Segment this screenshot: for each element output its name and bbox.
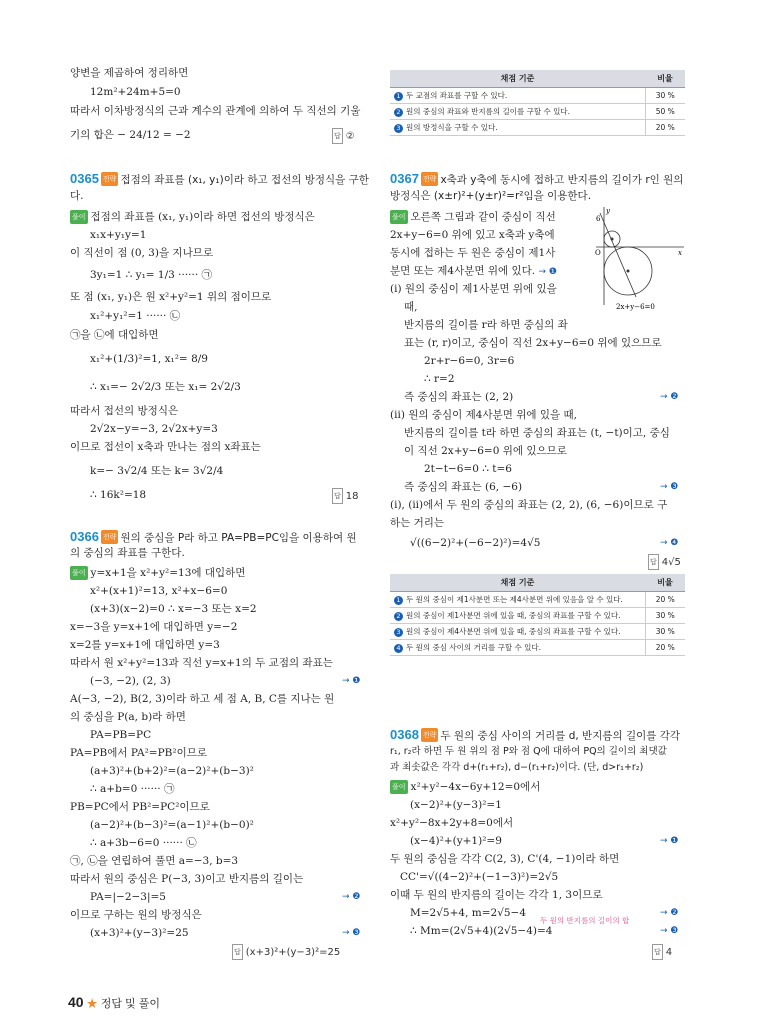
text-line: PA=PB에서 PA²=PB²이므로: [70, 747, 207, 759]
table-header: 비율: [645, 574, 685, 592]
step-marker: → ❷: [660, 908, 679, 918]
equation: x²+(x+1)²=13, x²+x−6=0: [90, 585, 228, 597]
origin-label: O: [595, 249, 601, 257]
text-line: 이므로 구하는 원의 방정식은: [70, 909, 202, 921]
text-line: 따라서 원 x²+y²=13과 직선 y=x+1의 두 교점의 좌표는: [70, 657, 333, 669]
equation: 12m²+24m+5=0: [90, 86, 181, 98]
step-marker: → ❹: [660, 538, 679, 548]
problem-header-0368: [390, 728, 680, 743]
strategy-tag: 전략: [421, 728, 439, 742]
center-point: [611, 238, 614, 241]
strategy-tag: 전략: [421, 172, 439, 186]
equation: CC'=√((4−2)²+(−1−3)²)=2√5: [400, 871, 559, 883]
table-header: 채점 기준: [390, 70, 645, 88]
text-line: 풀이 오른쪽 그림과 같이 중심이 직선: [392, 211, 556, 223]
strategy-tag: 전략: [101, 530, 119, 544]
grading-table-0367: [390, 574, 685, 656]
equation: x₁²+(1/3)²=1, x₁²= 8/9: [90, 353, 208, 365]
center-line: [600, 213, 636, 297]
step-marker: → ❸: [342, 928, 361, 938]
equation: ∴ a+b=0 ······ ㉠: [90, 783, 175, 795]
solution-tag: 풀이: [70, 566, 88, 580]
text-line: 이 직선 2x+y−6=0 위에 있으므로: [404, 445, 567, 457]
answer: 답 ②: [332, 128, 355, 144]
text-line: 이 직선이 점 (0, 3)을 지나므로: [70, 247, 214, 259]
answer-box-icon: 답: [648, 554, 659, 570]
equation: M=2√5+4, m=2√5−4: [410, 907, 527, 919]
step-marker: → ❷: [342, 892, 361, 902]
text-line: 하는 거리는: [390, 517, 445, 529]
equation: (a−2)²+(b−3)²=(a−1)²+(b−0)²: [90, 819, 254, 831]
answer: 답 18: [332, 488, 359, 504]
text-line: 풀이 접점의 좌표를 (x₁, y₁)이라 하면 접선의 방정식은: [72, 211, 315, 223]
text-line: 따라서 이차방정식의 근과 계수의 관계에 의하여 두 직선의 기울: [70, 105, 361, 117]
line-label: 2x+y−6=0: [616, 303, 655, 311]
text-line: 분면 또는 제4사분면 위에 있다. → ❶: [390, 265, 557, 277]
problem-header-0365: [70, 172, 369, 187]
center-point: [627, 270, 630, 273]
step-marker: → ❷: [660, 392, 679, 402]
text-line: 즉 중심의 좌표는 (2, 2): [404, 391, 514, 403]
equation: (x+3)(x−2)=0 ∴ x=−3 또는 x=2: [90, 603, 257, 615]
strategy-text: r₁, r₂라 하면 두 원 위의 점 P와 점 Q에 대하여 PQ의 길이의 최댓값: [390, 746, 667, 757]
equation: (x−4)²+(y+1)²=9: [410, 835, 502, 847]
solution-tag: 풀이: [390, 780, 408, 794]
strategy-text: 원의 중심을 P라 하고 PA=PB=PC임을 이용하여 원: [120, 532, 357, 544]
text-line: 따라서 원의 중심은 P(−3, 3)이고 반지름의 길이는: [70, 873, 304, 885]
answer: 답 4√5: [648, 554, 681, 570]
text-line: 의 중심을 P(a, b)라 하면: [70, 711, 186, 723]
answer-box-icon: 답: [332, 488, 343, 504]
grading-table-0366: [390, 70, 685, 136]
text-line: 때,: [404, 301, 418, 313]
text-line: 반지름의 길이를 t라 하면 중심의 좌표는 (t, −t)이고, 중심: [404, 427, 670, 439]
answer-box-icon: 답: [232, 944, 243, 960]
problem-number: 0368: [390, 727, 419, 742]
step-marker: → ❸: [660, 482, 679, 492]
equation: (x+3)²+(y−3)²=25: [90, 927, 189, 939]
text-line: A(−3, −2), B(2, 3)이라 하고 세 점 A, B, C를 지나는 원: [70, 693, 335, 705]
text-line: PB=PC에서 PB²=PC²이므로: [70, 801, 210, 813]
table-row: 1 두 원의 중심이 제1사분면 또는 제4사분면 위에 있음을 알 수 있다. 20 %: [390, 592, 685, 608]
answer-box-icon: 답: [332, 128, 343, 144]
solution-tag: 풀이: [70, 210, 88, 224]
page-footer: [68, 994, 160, 1011]
strategy-text: 다.: [70, 190, 84, 202]
text-line: (i) 원의 중심이 제1사분면 위에 있을: [390, 283, 557, 295]
equation: ∴ r=2: [424, 373, 455, 385]
text-line: 동시에 접하는 두 원은 중심이 제1사: [390, 247, 556, 259]
problem-number: 0365: [70, 171, 99, 186]
text-line: 또 점 (x₁, y₁)은 원 x²+y²=1 위의 점이므로: [70, 291, 272, 303]
circles-figure: [586, 205, 686, 315]
step-marker: → ❶: [538, 267, 557, 277]
footer-label: 정답 및 풀이: [100, 998, 160, 1010]
text-line: 양변을 제곱하여 정리하면: [70, 67, 189, 79]
step-marker: → ❶: [342, 676, 361, 686]
equation: (x−2)²+(y−3)²=1: [410, 799, 502, 811]
strategy-text: 접점의 좌표를 (x₁, y₁)이라 하고 접선의 방정식을 구한: [120, 174, 369, 186]
table-row: 3 원의 방정식을 구할 수 있다. 20 %: [390, 120, 685, 136]
table-row: 4 두 원의 중심 사이의 거리를 구할 수 있다. 20 %: [390, 640, 685, 656]
strategy-text: 두 원의 중심 사이의 거리를 d, 반지름의 길이를 각각: [440, 730, 681, 742]
table-row: 2 원의 중심의 좌표와 반지름의 길이를 구할 수 있다. 50 %: [390, 104, 685, 120]
text-line: (i), (ii)에서 두 원의 중심의 좌표는 (2, 2), (6, −6)이므로 구: [390, 499, 668, 511]
text-line: 즉 중심의 좌표는 (6, −6): [404, 481, 523, 493]
annotation-note: 두 원의 반지름의 길이의 합: [540, 916, 630, 925]
equation: 2t−t−6=0 ∴ t=6: [424, 463, 512, 475]
table-header: 채점 기준: [390, 574, 645, 592]
page-number: 40: [68, 994, 84, 1010]
equation: ∴ a+3b−6=0 ······ ㉡: [90, 837, 197, 849]
equation: ∴ x₁=− 2√2/3 또는 x₁= 2√2/3: [90, 381, 241, 393]
equation: (−3, −2), (2, 3): [90, 675, 171, 687]
table-header: 비율: [645, 70, 685, 88]
table-row: 1 두 교점의 좌표를 구할 수 있다. 30 %: [390, 88, 685, 104]
equation: √((6−2)²+(−6−2)²)=4√5: [410, 537, 541, 549]
equation: (a+3)²+(b+2)²=(a−2)²+(b−3)²: [90, 765, 254, 777]
text-line: 2x+y−6=0 위에 있고 x축과 y축에: [390, 229, 555, 241]
text-line: 이므로 접선이 x축과 만나는 점의 x좌표는: [70, 441, 261, 453]
strategy-text: 과 최솟값은 각각 d+(r₁+r₂), d−(r₁+r₂)이다. (단, d>r₁+r₂): [390, 762, 644, 773]
equation: PA=PB=PC: [90, 729, 152, 741]
y-tick-label: 6: [596, 215, 601, 223]
table-row: 3 원의 중심이 제4사분면 위에 있을 때, 중심의 좌표를 구할 수 있다. 30 %: [390, 624, 685, 640]
table-row: 2 원의 중심이 제1사분면 위에 있을 때, 중심의 좌표를 구할 수 있다. 30 %: [390, 608, 685, 624]
problem-header-0367: [390, 172, 683, 187]
text-line: 풀이 y=x+1을 x²+y²=13에 대입하면: [72, 567, 246, 579]
text-line: 두 원의 중심을 각각 C(2, 3), C'(4, −1)이라 하면: [390, 853, 620, 865]
y-axis-label: y: [606, 207, 610, 215]
step-marker: → ❶: [660, 836, 679, 846]
strategy-text: x축과 y축에 동시에 접하고 반지름의 길이가 r인 원의: [440, 174, 684, 186]
equation: PA=|−2−3|=5: [90, 891, 166, 903]
text-line: x=−3을 y=x+1에 대입하면 y=−2: [70, 621, 238, 633]
problem-number: 0367: [390, 171, 419, 186]
x-axis-label: x: [678, 249, 682, 257]
equation: x₁x+y₁y=1: [90, 229, 147, 241]
text-line: 풀이 x²+y²−4x−6y+12=0에서: [392, 781, 541, 793]
equation: 3y₁=1 ∴ y₁= 1/3 ······ ㉠: [90, 269, 213, 281]
problem-number: 0366: [70, 529, 99, 544]
text-line: (ii) 원의 중심이 제4사분면 위에 있을 때,: [390, 409, 577, 421]
equation: ∴ Mm=(2√5+4)(2√5−4)=4: [410, 925, 553, 937]
answer: 답 4: [652, 944, 672, 960]
equation: x₁²+y₁²=1 ······ ㉡: [90, 310, 181, 322]
answer-box-icon: 답: [652, 944, 663, 960]
text-line: 따라서 접선의 방정식은: [70, 405, 179, 417]
equation: k=− 3√2/4 또는 k= 3√2/4: [90, 465, 224, 477]
strategy-text: 방정식은 (x±r)²+(y±r)²=r²임을 이용한다.: [390, 190, 592, 202]
equation: ∴ 16k²=18: [90, 489, 147, 501]
text-line: 표는 (r, r)이고, 중심이 직선 2x+y−6=0 위에 있으므로: [404, 337, 662, 349]
answer: 답 (x+3)²+(y−3)²=25: [232, 944, 340, 960]
equation: 2r+r−6=0, 3r=6: [424, 355, 515, 367]
star-icon: ★: [86, 998, 98, 1010]
text-line: 이때 두 원의 반지름의 길이는 각각 1, 3이므로: [390, 889, 603, 901]
equation: 2√2x−y=−3, 2√2x+y=3: [90, 423, 218, 435]
text-line: x²+y²−8x+2y+8=0에서: [390, 817, 514, 829]
step-marker: → ❸: [660, 926, 679, 936]
solution-tag: 풀이: [390, 210, 408, 224]
strategy-text: 의 중심의 좌표를 구한다.: [70, 547, 185, 559]
text-line: 반지름의 길이를 r라 하면 중심의 좌: [404, 319, 568, 331]
text-line: x=2를 y=x+1에 대입하면 y=3: [70, 639, 220, 651]
problem-header-0366: [70, 530, 357, 545]
text-line: ㉠, ㉡을 연립하여 풀면 a=−3, b=3: [70, 855, 239, 867]
text-line: ㉠을 ㉡에 대입하면: [70, 329, 159, 341]
strategy-tag: 전략: [101, 172, 119, 186]
text-line: 기의 합은 − 24/12 = −2: [70, 129, 191, 141]
